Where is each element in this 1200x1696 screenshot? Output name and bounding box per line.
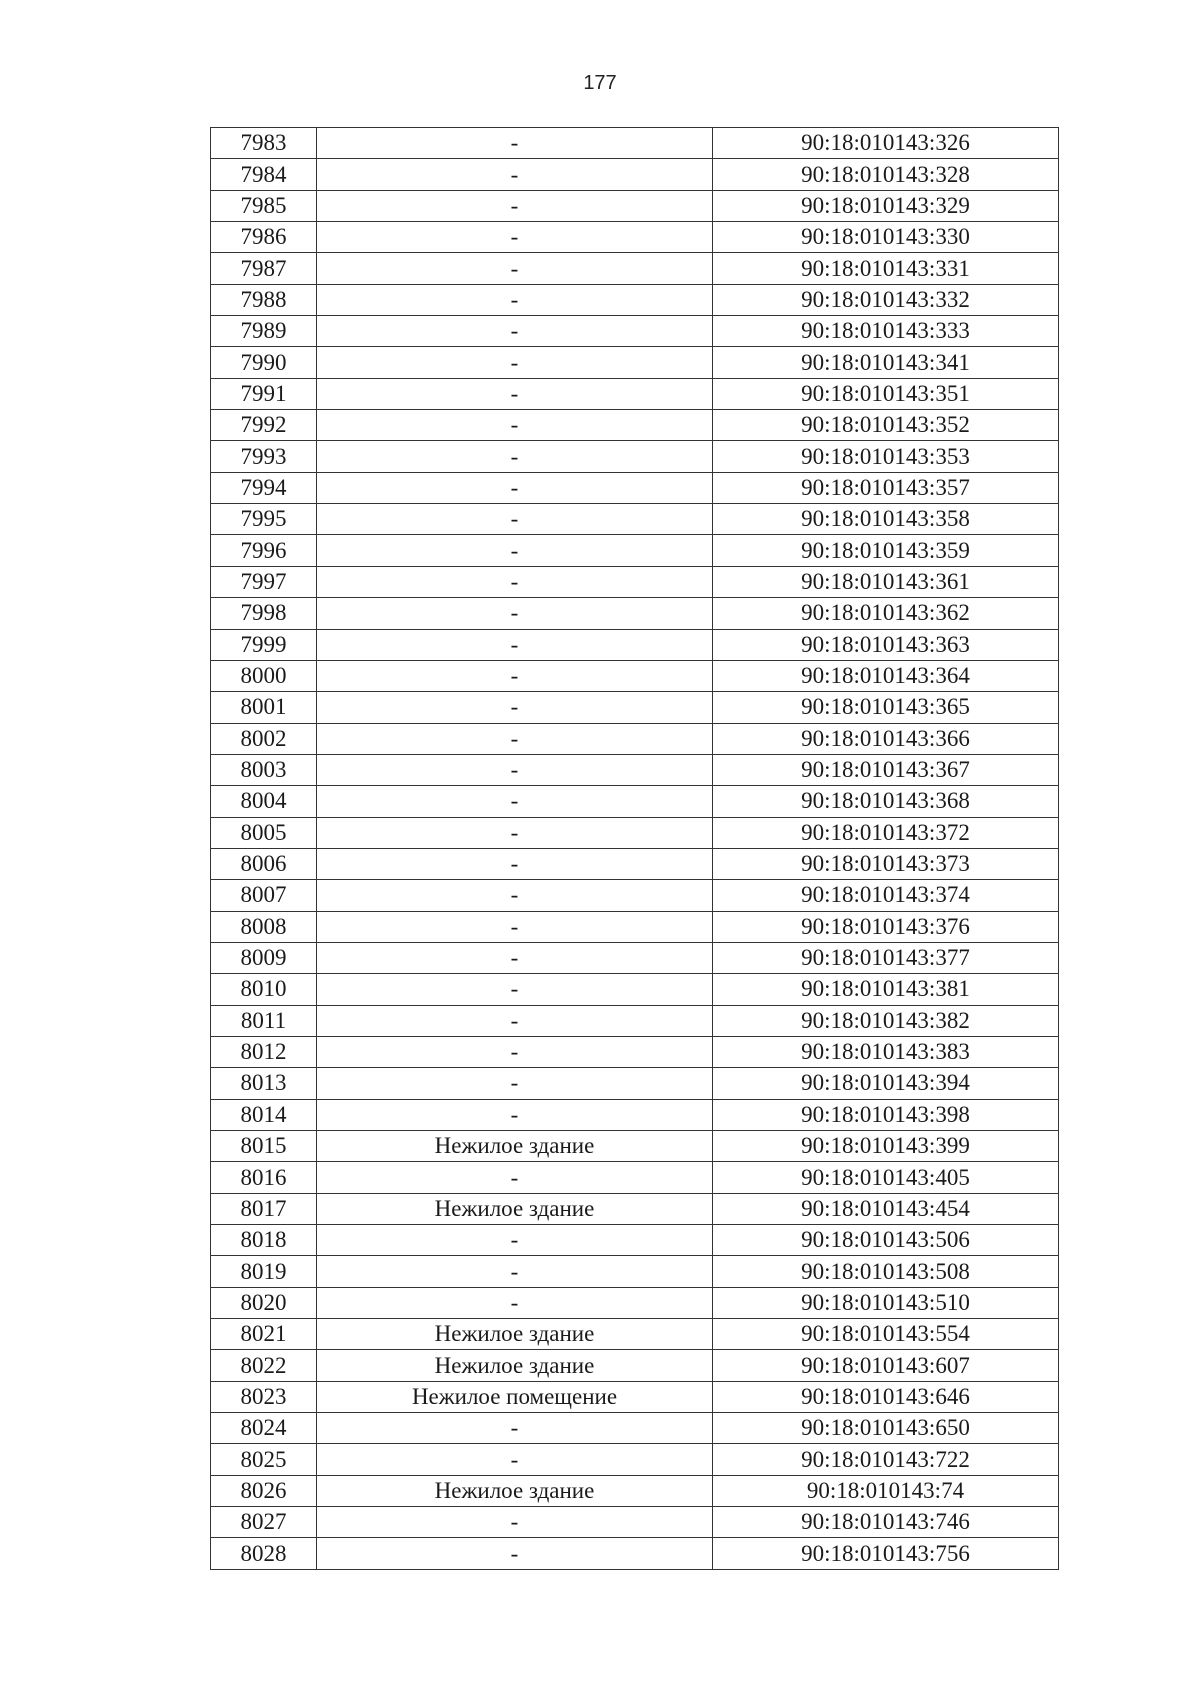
table-row: [211, 566, 1059, 597]
object-name-cell: Нежилое здание: [317, 1193, 713, 1224]
row-number-cell: 8010: [211, 974, 317, 1005]
cadastral-number-cell: 90:18:010143:333: [713, 316, 1059, 347]
row-number-cell: 8014: [211, 1099, 317, 1130]
row-number-cell: 7993: [211, 441, 317, 472]
cadastral-number-cell: 90:18:010143:363: [713, 629, 1059, 660]
table-row: [211, 817, 1059, 848]
page-number: 177: [583, 72, 617, 94]
row-number-cell: 7995: [211, 504, 317, 535]
cadastral-number-cell: 90:18:010143:331: [713, 253, 1059, 284]
table-row: [211, 1131, 1059, 1162]
object-name-cell: -: [317, 660, 713, 691]
object-name-cell: Нежилое помещение: [317, 1381, 713, 1412]
cadastral-number-cell: 90:18:010143:357: [713, 472, 1059, 503]
cadastral-number-cell: 90:18:010143:330: [713, 222, 1059, 253]
table-row: [211, 1350, 1059, 1381]
cadastral-number-cell: 90:18:010143:650: [713, 1413, 1059, 1444]
object-name-cell: -: [317, 378, 713, 409]
row-number-cell: 8012: [211, 1036, 317, 1067]
row-number-cell: 8006: [211, 848, 317, 879]
cadastral-number-cell: 90:18:010143:365: [713, 692, 1059, 723]
cadastral-number-cell: 90:18:010143:381: [713, 974, 1059, 1005]
table-row: [211, 598, 1059, 629]
table-row: [211, 1099, 1059, 1130]
object-name-cell: -: [317, 128, 713, 159]
object-name-cell: -: [317, 1225, 713, 1256]
row-number-cell: 7994: [211, 472, 317, 503]
table-row: [211, 128, 1059, 159]
registry-table-body: [211, 128, 1059, 1570]
table-row: [211, 786, 1059, 817]
row-number-cell: 7992: [211, 410, 317, 441]
cadastral-number-cell: 90:18:010143:454: [713, 1193, 1059, 1224]
object-name-cell: -: [317, 817, 713, 848]
cadastral-number-cell: 90:18:010143:722: [713, 1444, 1059, 1475]
cadastral-number-cell: 90:18:010143:361: [713, 566, 1059, 597]
table-row: [211, 1036, 1059, 1067]
object-name-cell: -: [317, 410, 713, 441]
cadastral-number-cell: 90:18:010143:351: [713, 378, 1059, 409]
object-name-cell: -: [317, 1413, 713, 1444]
table-row: [211, 316, 1059, 347]
object-name-cell: -: [317, 1256, 713, 1287]
table-row: [211, 190, 1059, 221]
table-row: [211, 222, 1059, 253]
object-name-cell: -: [317, 316, 713, 347]
row-number-cell: 8021: [211, 1319, 317, 1350]
object-name-cell: -: [317, 786, 713, 817]
table-row: [211, 723, 1059, 754]
table-row: [211, 472, 1059, 503]
table-row: [211, 347, 1059, 378]
row-number-cell: 8001: [211, 692, 317, 723]
table-row: [211, 880, 1059, 911]
object-name-cell: -: [317, 253, 713, 284]
table-row: [211, 284, 1059, 315]
cadastral-number-cell: 90:18:010143:377: [713, 942, 1059, 973]
object-name-cell: Нежилое здание: [317, 1319, 713, 1350]
row-number-cell: 8000: [211, 660, 317, 691]
row-number-cell: 8009: [211, 942, 317, 973]
row-number-cell: 7988: [211, 284, 317, 315]
row-number-cell: 8007: [211, 880, 317, 911]
row-number-cell: 7986: [211, 222, 317, 253]
row-number-cell: 8019: [211, 1256, 317, 1287]
table-row: [211, 848, 1059, 879]
object-name-cell: -: [317, 190, 713, 221]
row-number-cell: 8008: [211, 911, 317, 942]
object-name-cell: -: [317, 629, 713, 660]
cadastral-number-cell: 90:18:010143:368: [713, 786, 1059, 817]
object-name-cell: Нежилое здание: [317, 1131, 713, 1162]
cadastral-number-cell: 90:18:010143:341: [713, 347, 1059, 378]
cadastral-number-cell: 90:18:010143:353: [713, 441, 1059, 472]
object-name-cell: -: [317, 723, 713, 754]
row-number-cell: 8027: [211, 1507, 317, 1538]
row-number-cell: 8020: [211, 1287, 317, 1318]
cadastral-number-cell: 90:18:010143:405: [713, 1162, 1059, 1193]
object-name-cell: -: [317, 911, 713, 942]
object-name-cell: -: [317, 942, 713, 973]
row-number-cell: 8017: [211, 1193, 317, 1224]
object-name-cell: -: [317, 1099, 713, 1130]
object-name-cell: Нежилое здание: [317, 1350, 713, 1381]
row-number-cell: 8004: [211, 786, 317, 817]
table-row: [211, 911, 1059, 942]
table-row: [211, 629, 1059, 660]
cadastral-number-cell: 90:18:010143:506: [713, 1225, 1059, 1256]
row-number-cell: 7998: [211, 598, 317, 629]
cadastral-number-cell: 90:18:010143:364: [713, 660, 1059, 691]
object-name-cell: -: [317, 598, 713, 629]
cadastral-number-cell: 90:18:010143:508: [713, 1256, 1059, 1287]
row-number-cell: 7996: [211, 535, 317, 566]
cadastral-number-cell: 90:18:010143:383: [713, 1036, 1059, 1067]
object-name-cell: -: [317, 880, 713, 911]
table-row: [211, 1256, 1059, 1287]
row-number-cell: 7991: [211, 378, 317, 409]
table-row: [211, 1068, 1059, 1099]
table-row: [211, 1193, 1059, 1224]
cadastral-number-cell: 90:18:010143:358: [713, 504, 1059, 535]
object-name-cell: -: [317, 1538, 713, 1569]
object-name-cell: -: [317, 1444, 713, 1475]
table-row: [211, 441, 1059, 472]
cadastral-number-cell: 90:18:010143:398: [713, 1099, 1059, 1130]
row-number-cell: 7985: [211, 190, 317, 221]
object-name-cell: -: [317, 1287, 713, 1318]
table-row: [211, 1287, 1059, 1318]
object-name-cell: -: [317, 1162, 713, 1193]
cadastral-number-cell: 90:18:010143:399: [713, 1131, 1059, 1162]
table-row: [211, 1005, 1059, 1036]
cadastral-number-cell: 90:18:010143:607: [713, 1350, 1059, 1381]
row-number-cell: 8005: [211, 817, 317, 848]
cadastral-number-cell: 90:18:010143:756: [713, 1538, 1059, 1569]
table-row: [211, 1381, 1059, 1412]
row-number-cell: 7983: [211, 128, 317, 159]
object-name-cell: -: [317, 347, 713, 378]
object-name-cell: -: [317, 1036, 713, 1067]
row-number-cell: 7990: [211, 347, 317, 378]
row-number-cell: 8024: [211, 1413, 317, 1444]
object-name-cell: -: [317, 284, 713, 315]
cadastral-number-cell: 90:18:010143:372: [713, 817, 1059, 848]
table-row: [211, 660, 1059, 691]
row-number-cell: 7989: [211, 316, 317, 347]
cadastral-number-cell: 90:18:010143:366: [713, 723, 1059, 754]
table-row: [211, 974, 1059, 1005]
row-number-cell: 8003: [211, 754, 317, 785]
cadastral-number-cell: 90:18:010143:746: [713, 1507, 1059, 1538]
table-row: [211, 253, 1059, 284]
table-row: [211, 504, 1059, 535]
cadastral-number-cell: 90:18:010143:373: [713, 848, 1059, 879]
table-row: [211, 1444, 1059, 1475]
cadastral-number-cell: 90:18:010143:359: [713, 535, 1059, 566]
object-name-cell: -: [317, 1068, 713, 1099]
object-name-cell: -: [317, 848, 713, 879]
table-row: [211, 410, 1059, 441]
row-number-cell: 7984: [211, 159, 317, 190]
table-row: [211, 1413, 1059, 1444]
cadastral-number-cell: 90:18:010143:646: [713, 1381, 1059, 1412]
table-row: [211, 1507, 1059, 1538]
cadastral-number-cell: 90:18:010143:329: [713, 190, 1059, 221]
row-number-cell: 8026: [211, 1475, 317, 1506]
row-number-cell: 8022: [211, 1350, 317, 1381]
table-row: [211, 159, 1059, 190]
object-name-cell: -: [317, 441, 713, 472]
cadastral-number-cell: 90:18:010143:376: [713, 911, 1059, 942]
table-row: [211, 1225, 1059, 1256]
row-number-cell: 8011: [211, 1005, 317, 1036]
cadastral-number-cell: 90:18:010143:328: [713, 159, 1059, 190]
table-row: [211, 1475, 1059, 1506]
table-row: [211, 1319, 1059, 1350]
cadastral-number-cell: 90:18:010143:326: [713, 128, 1059, 159]
cadastral-number-cell: 90:18:010143:554: [713, 1319, 1059, 1350]
table-row: [211, 692, 1059, 723]
row-number-cell: 7997: [211, 566, 317, 597]
object-name-cell: -: [317, 692, 713, 723]
registry-table: [210, 127, 1059, 1570]
cadastral-number-cell: 90:18:010143:332: [713, 284, 1059, 315]
object-name-cell: -: [317, 754, 713, 785]
object-name-cell: -: [317, 504, 713, 535]
object-name-cell: -: [317, 1005, 713, 1036]
object-name-cell: -: [317, 222, 713, 253]
object-name-cell: -: [317, 974, 713, 1005]
table-row: [211, 378, 1059, 409]
row-number-cell: 8018: [211, 1225, 317, 1256]
table-row: [211, 535, 1059, 566]
row-number-cell: 8028: [211, 1538, 317, 1569]
table-row: [211, 1538, 1059, 1569]
cadastral-number-cell: 90:18:010143:367: [713, 754, 1059, 785]
cadastral-number-cell: 90:18:010143:74: [713, 1475, 1059, 1506]
cadastral-number-cell: 90:18:010143:394: [713, 1068, 1059, 1099]
cadastral-number-cell: 90:18:010143:510: [713, 1287, 1059, 1318]
row-number-cell: 8013: [211, 1068, 317, 1099]
cadastral-number-cell: 90:18:010143:382: [713, 1005, 1059, 1036]
row-number-cell: 8016: [211, 1162, 317, 1193]
object-name-cell: -: [317, 535, 713, 566]
row-number-cell: 8025: [211, 1444, 317, 1475]
object-name-cell: -: [317, 159, 713, 190]
cadastral-number-cell: 90:18:010143:352: [713, 410, 1059, 441]
table-row: [211, 1162, 1059, 1193]
cadastral-number-cell: 90:18:010143:362: [713, 598, 1059, 629]
object-name-cell: Нежилое здание: [317, 1475, 713, 1506]
row-number-cell: 8023: [211, 1381, 317, 1412]
table-row: [211, 942, 1059, 973]
object-name-cell: -: [317, 566, 713, 597]
row-number-cell: 7987: [211, 253, 317, 284]
object-name-cell: -: [317, 472, 713, 503]
row-number-cell: 7999: [211, 629, 317, 660]
cadastral-number-cell: 90:18:010143:374: [713, 880, 1059, 911]
row-number-cell: 8015: [211, 1131, 317, 1162]
object-name-cell: -: [317, 1507, 713, 1538]
row-number-cell: 8002: [211, 723, 317, 754]
table-row: [211, 754, 1059, 785]
